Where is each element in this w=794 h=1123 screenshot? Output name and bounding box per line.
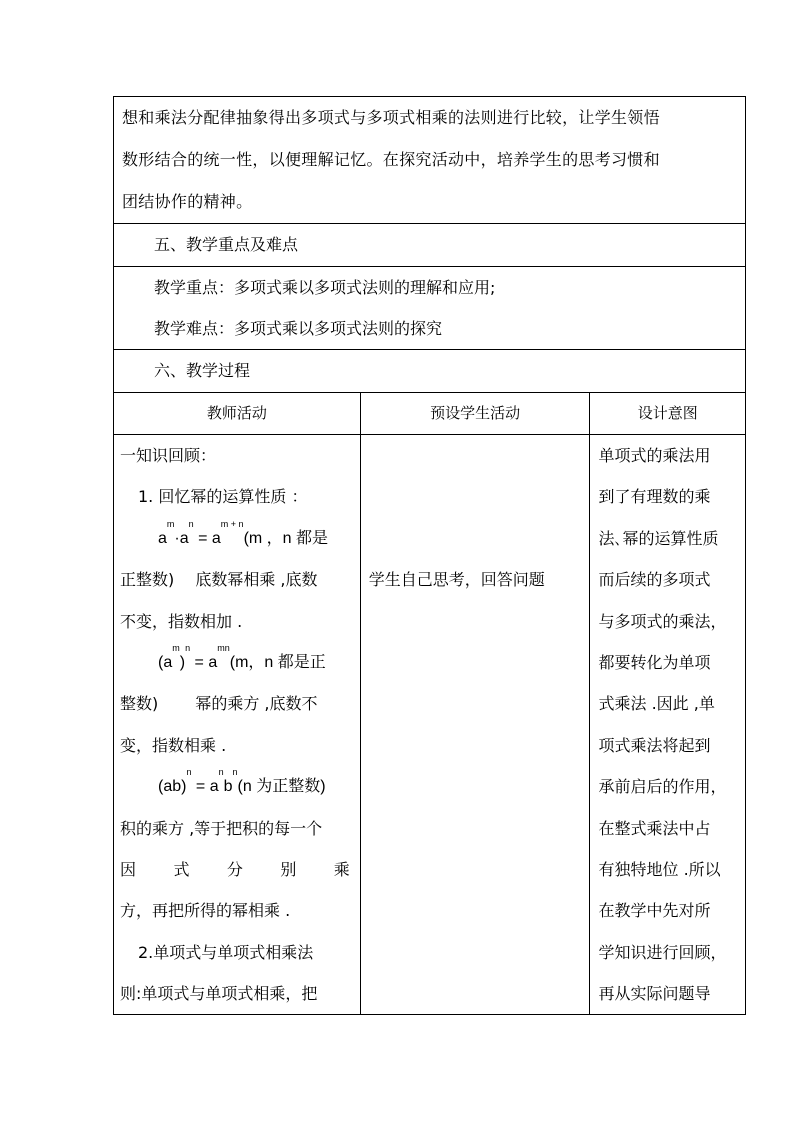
formula-text: b	[223, 778, 233, 796]
section5-title: 五、教学重点及难点	[154, 235, 299, 254]
section5-cell	[114, 224, 746, 267]
formula-text: a	[158, 529, 167, 547]
student-column-header: 预设学生活动	[430, 404, 521, 422]
intro-line: 想和乘法分配律抽象得出多项式与多项式相乘的法则进行比较，让学生领悟	[122, 108, 660, 127]
design-line: 与多项式的乘法，	[598, 611, 727, 631]
focus-cell	[114, 267, 746, 350]
formula-sup: m + n	[220, 518, 244, 529]
teacher-line: 一知识回顾：	[120, 446, 217, 465]
formula-text: )	[179, 653, 186, 671]
section6-row	[114, 350, 746, 393]
formula-sup: mn	[217, 642, 230, 653]
formula-power-of-power	[114, 642, 360, 683]
design-column-header: 设计意图	[637, 404, 698, 422]
formula-sup: n	[188, 518, 194, 529]
intro-line: 团结协作的精神。	[122, 192, 253, 211]
formula-text: ·	[174, 529, 180, 547]
teacher-line: 正整数) 底数幂相乘 ,底数	[120, 570, 318, 590]
formula-sup: n	[186, 767, 192, 778]
process-row	[114, 435, 746, 1015]
teacher-line: 变，指数相乘 .	[120, 735, 227, 755]
design-header-cell	[590, 393, 746, 435]
formula-sup: n	[232, 767, 238, 778]
intro-row	[114, 97, 746, 224]
teacher-line: 2.单项式与单项式相乘法	[138, 942, 314, 962]
section5-row	[114, 224, 746, 267]
design-line: 项式乘法将起到	[598, 735, 711, 755]
formula-sup: n	[185, 642, 191, 653]
student-header-cell	[360, 393, 590, 435]
student-activity-text: 学生自己思考，回答问题	[368, 570, 545, 589]
difficulty-point: 教学难点：多项式乘以多项式法则的探究	[154, 319, 443, 338]
focus-row	[114, 267, 746, 350]
design-intent-cell	[590, 435, 746, 1015]
design-line: 学知识进行回顾，	[598, 942, 727, 962]
formula-text: (m，n 都是正	[229, 653, 326, 671]
formula-text: (m ，n 都是	[243, 529, 329, 547]
formula-text: (a	[158, 653, 173, 671]
teacher-column-header: 教师活动	[206, 404, 267, 422]
design-line: 法､幂的运算性质	[598, 528, 719, 548]
design-line: 有独特地位 .所以	[598, 859, 721, 879]
teacher-line: 方，再把所得的幂相乘 .	[120, 901, 291, 921]
section6-cell	[114, 350, 746, 393]
intro-cell	[114, 97, 746, 224]
student-activity-cell	[360, 435, 590, 1015]
design-line: 式乘法 .因此 ,单	[598, 694, 715, 714]
design-line: 而后续的多项式	[598, 570, 711, 590]
lesson-plan-table	[113, 96, 746, 1015]
design-line: 在整式乘法中占	[598, 818, 711, 838]
teacher-header-cell	[114, 393, 361, 435]
formula-sup: m	[172, 642, 180, 653]
justified-char: 乘	[333, 859, 350, 879]
section6-title: 六、教学过程	[154, 361, 251, 380]
formula-sup: m	[166, 518, 175, 529]
teacher-line-justified	[114, 849, 360, 890]
intro-line: 数形结合的统一性，以便理解记忆。在探究活动中，培养学生的思考习惯和	[122, 150, 660, 169]
column-header-row	[114, 393, 746, 435]
teacher-line: 则:单项式与单项式相乘，把	[120, 984, 318, 1004]
formula-power-of-product	[114, 766, 360, 807]
design-line: 在教学中先对所	[598, 901, 711, 921]
lesson-plan-page	[113, 96, 746, 1015]
formula-text: = a	[191, 778, 219, 796]
formula-sup: n	[218, 767, 224, 778]
justified-char: 别	[280, 859, 297, 879]
formula-text: a	[179, 529, 189, 547]
formula-product-of-powers	[114, 518, 360, 559]
teacher-line: 整数) 幂的乘方 ,底数不	[120, 694, 318, 714]
design-line: 承前启后的作用，	[598, 777, 727, 797]
design-line: 都要转化为单项	[598, 652, 711, 672]
formula-text: = a	[193, 529, 221, 547]
justified-char: 式	[173, 859, 190, 879]
teacher-line: 积的乘方 ,等于把积的每一个	[120, 818, 323, 838]
teacher-line: 1. 回忆幂的运算性质 ：	[138, 487, 308, 507]
teacher-line: 不变，指数相加 .	[120, 611, 243, 631]
design-line: 再从实际问题导	[598, 984, 711, 1004]
justified-char: 因	[120, 859, 137, 879]
justified-char: 分	[226, 859, 243, 879]
design-line: 到了有理数的乘	[598, 487, 711, 507]
design-line: 单项式的乘法用	[598, 446, 711, 465]
key-point: 教学重点：多项式乘以多项式法则的理解和应用;	[154, 278, 496, 297]
formula-text: = a	[190, 653, 218, 671]
teacher-activity-cell	[114, 435, 361, 1015]
formula-text: (n 为正整数)	[237, 778, 326, 796]
formula-text: (ab)	[158, 778, 187, 796]
